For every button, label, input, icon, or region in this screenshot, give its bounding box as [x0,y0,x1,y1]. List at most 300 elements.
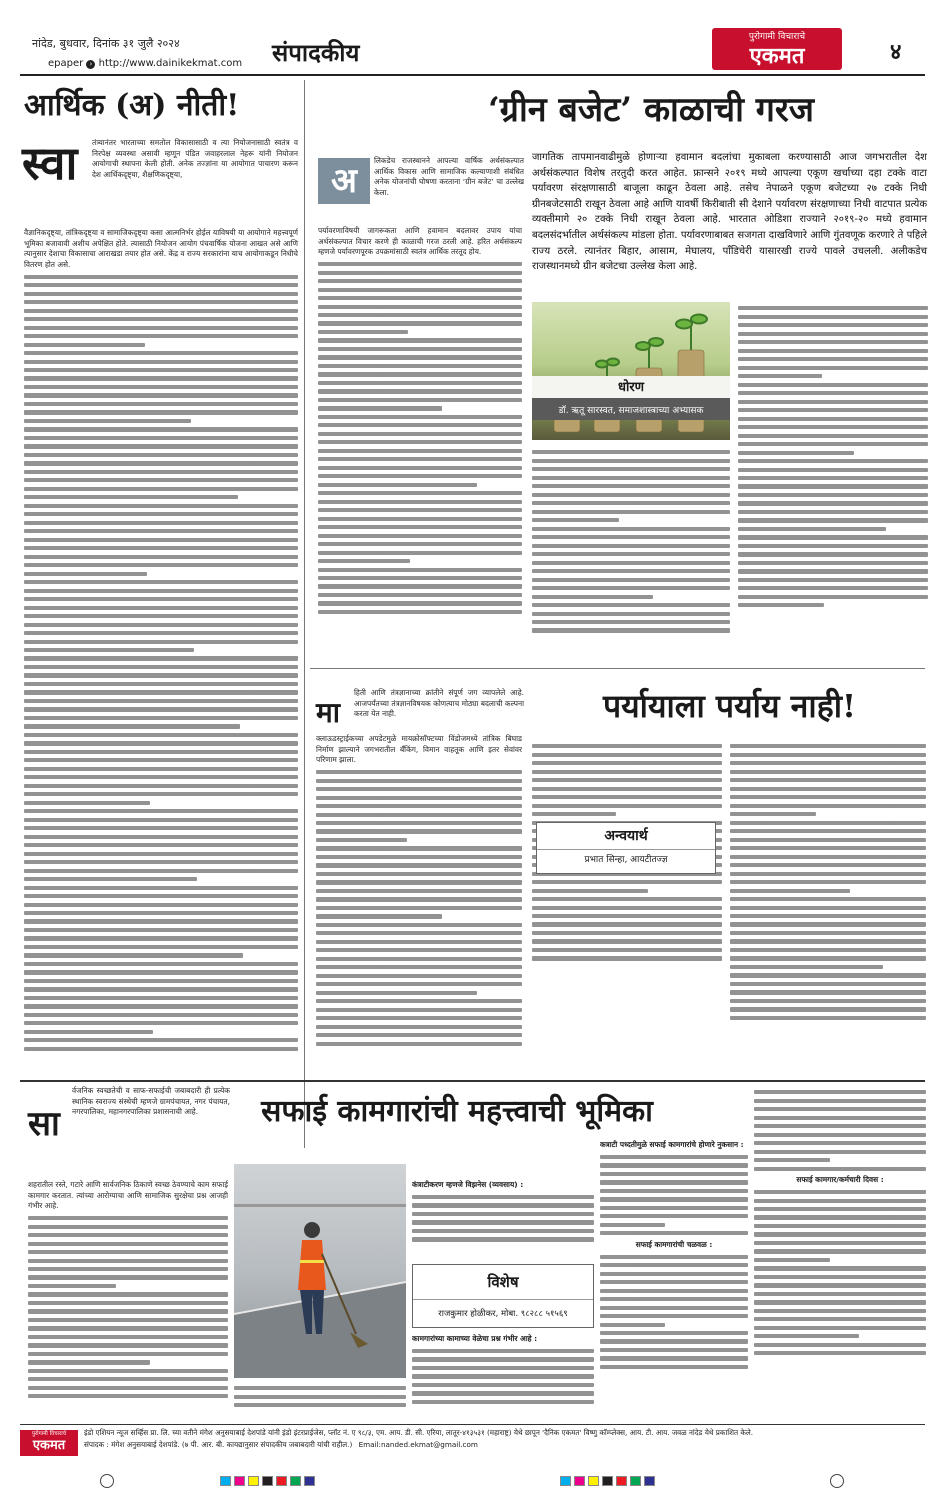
text-line [532,804,722,808]
brand-tagline: पुरोगामी विचाराचे [748,32,806,42]
text-line [730,855,926,859]
text-line [730,939,926,943]
text-line [754,1190,926,1194]
text-line [24,334,298,338]
text-line [532,897,722,901]
text-line [532,586,730,590]
text-line [318,415,522,419]
text-line [532,501,730,505]
text-line [532,628,730,632]
text-line [24,665,298,669]
epaper-line [48,58,242,69]
text-line [738,476,928,480]
red-swatch [276,1476,287,1486]
text-line [600,1189,748,1193]
text-line [28,1335,228,1339]
text-line [730,889,850,893]
text-line [24,767,298,771]
text-line [738,332,928,336]
text-line [754,1107,926,1111]
text-line [24,707,298,711]
text-line [24,326,298,330]
text-line [738,340,928,344]
text-line [738,544,928,548]
footer-imprint: इंडो एशियन न्यूज सर्व्हिस प्रा. लि. च्या वतीने मंगेश अनुसयाबाई देशपांडे यांनी इंडो इंटरप्राईजेस, प्लॉट नं. ए ९८/३, एम. आय. डी. सी. एरिया, लातूर-४१३५३१ (महाराष्ट्र) येथे छापून 'दैनिक एकमत' विष्णु कॉम्प्लेक्स, आय. टी. आय. जवळ नांदेड येथे प्रकाशित केले. [84,1428,754,1437]
text-line [24,461,298,465]
text-line [730,821,926,825]
text-line [318,288,522,292]
cleaners-lead: र्वजनिक स्वच्छतेची व साफ-सफाईची जबाबदारी ही प्रत्येक स्थानिक स्वराज्य संस्थेची म्हणजे ग्रामपंचायत, नगर पंचायत, नगरपालिका, महानगरपालिका प्रशासनाची आहे. [72,1086,230,1117]
text-line [318,610,522,614]
text-line [24,979,298,983]
text-line [318,466,522,470]
text-line [28,1394,228,1398]
text-line [316,931,522,935]
text-line [24,589,298,593]
cyan-swatch [560,1476,571,1486]
text-line [532,812,616,816]
text-line [412,1357,594,1361]
page-number: ४ [890,40,902,65]
cleaners-col1 [28,1180,228,1418]
text-line [24,555,298,559]
text-line [318,406,442,410]
text-line [316,787,522,791]
masthead [0,0,945,68]
text-line [600,1206,748,1210]
alternatives-col2 [532,740,722,1076]
text-line [24,741,298,745]
text-line [24,953,243,957]
text-line [318,271,522,275]
text-line [532,450,730,454]
text-line [318,584,522,588]
text-line [24,597,298,601]
text-line [24,529,298,533]
text-line [412,1374,594,1378]
text-line [24,826,298,830]
footer-email[interactable]: Email:nanded.ekmat@gmail.com [358,1440,478,1449]
text-line [316,897,522,901]
text-line [532,510,730,514]
yellow-swatch [248,1476,259,1486]
text-line [24,860,298,864]
text-line [318,449,522,453]
text-line [316,948,522,952]
text-line [28,1318,228,1322]
footer-editor-line [84,1440,922,1450]
text-line [28,1369,228,1373]
text-line [316,1042,522,1046]
text-line [24,419,191,423]
website-link[interactable]: http://www.dainikekmat.com [98,58,243,69]
text-line [316,779,522,783]
text-line [738,434,928,438]
text-line [532,906,722,910]
text-line [24,393,298,397]
text-line [600,1306,748,1310]
text-line [28,1326,228,1330]
cleaners-article [20,1084,930,1420]
text-line [24,300,298,304]
text-line [316,991,477,995]
text-line [24,360,298,364]
text-line [318,330,408,334]
cleaners-col4 [600,1140,748,1418]
text-line [412,1400,594,1404]
subhead-loss: कत्राटी पध्दतीमुळे सफाई कामगारांचे होणारे नुकसान : [600,1140,744,1149]
text-line [316,982,522,986]
text-line [730,973,926,977]
text-line [754,1207,926,1211]
text-line [738,586,928,590]
text-line [24,631,298,635]
text-line [730,914,926,918]
text-line [28,1360,150,1364]
text-line [318,389,522,393]
cleaners-col2 [234,1382,406,1418]
text-line [754,1116,926,1120]
byline-author: डॉ. ऋतू सारस्वत, समाजशास्त्राच्या अभ्यासक [558,406,704,416]
byline-label: विशेष [487,1273,519,1291]
magenta-swatch [234,1476,245,1486]
text-line [28,1343,228,1347]
text-line [316,880,522,884]
text-line [600,1263,748,1267]
text-line [738,501,928,505]
text-line [316,829,522,833]
text-line [738,595,928,599]
text-line [234,1386,406,1390]
text-line [24,1013,298,1017]
text-line [24,928,298,932]
text-line [412,1383,594,1387]
text-line [754,1099,926,1103]
text-line [24,886,298,890]
text-line [730,922,926,926]
text-line [738,391,928,395]
cleaners-headline: सफाई कामगारांची महत्त्वाची भूमिका [261,1094,653,1129]
text-line [754,1351,926,1355]
text-line [24,919,298,923]
text-line [24,911,298,915]
green-budget-article [310,80,930,668]
text-line [24,385,298,389]
text-line [24,1038,298,1042]
text-line [738,366,928,370]
text-line [318,474,522,478]
text-line [24,843,298,847]
text-line [24,1004,298,1008]
text-line [412,1391,594,1395]
text-line [24,750,298,754]
text-line [316,804,522,808]
cleaners-col5 [754,1086,926,1418]
text-line [600,1339,748,1343]
text-line [24,580,298,584]
text-line [754,1241,926,1245]
text-line [532,889,648,893]
text-line [600,1280,748,1284]
text-line [754,1334,859,1338]
text-line [316,957,522,961]
text-line [600,1180,748,1184]
text-line [24,801,150,805]
section-title: संपादकीय [272,38,360,67]
text-line [738,357,928,361]
text-line [318,576,522,580]
text-line [318,347,522,351]
print-marks [0,1462,945,1501]
text-line [24,351,298,355]
text-line [600,1356,748,1360]
text-line [24,453,298,457]
text-line [28,1352,228,1356]
text-line [754,1249,926,1253]
text-line [318,525,522,529]
magenta-swatch [574,1476,585,1486]
text-line [318,500,522,504]
text-line [532,956,722,960]
text-line [318,593,522,597]
alternatives-col1 [316,734,522,1076]
text-line [318,262,522,266]
text-line [24,640,298,644]
text-line [532,603,730,607]
text-line [412,1237,594,1241]
green-swatch [290,1476,301,1486]
text-line [24,283,298,287]
text-line [532,569,730,573]
text-line [24,292,298,296]
text-line [600,1197,748,1201]
blue-swatch [644,1476,655,1486]
text-line [318,321,522,325]
text-line [24,690,298,694]
text-line [316,863,522,867]
dropcap: स्वा [22,136,78,190]
alternatives-body: क्लाऊडस्ट्राईकच्या अपडेटमुळे मायक्रोसॉफ्टच्या विंडोजमध्ये तांत्रिक बिघाड निर्माण झाल्याने जगभरातील बँकिंग, विमान वाहतूक आणि इतर सेवांवर परिणाम झाला. [316,734,522,765]
text-line [24,699,298,703]
text-line [24,656,298,660]
text-line [24,852,298,856]
editor-line: संपादक : मंगेश अनुसयाबाई देशपांडे. (७ पी. आर. बी. कायद्यानुसार संपादकीय जबाबदारी यांची राहील.) [84,1440,353,1449]
text-line [24,962,298,966]
text-line [24,758,298,762]
text-line [24,877,197,881]
text-line [738,400,928,404]
text-line [24,309,298,313]
text-line [738,323,928,327]
text-line [24,1021,298,1025]
subhead-movement: सफाई कामगारांची चळवळ : [635,1239,713,1249]
text-line [754,1317,926,1321]
text-line [24,538,298,542]
text-line [24,996,298,1000]
text-line [532,484,730,488]
text-line [24,512,298,516]
editorial-body-text: वैज्ञानिकदृष्ट्या, तांत्रिकदृष्ट्या व सामाजिकदृष्ट्या कसा आत्मनिर्भर होईल याविषयी या आयोगाने महत्त्वपूर्ण भूमिका बजावावी अशीच अपेक्षित होते. त्यासाठी नियोजन आयोग पंचवार्षिक योजना आखत असे आणि त्यानुसार देशाचा विकासाचा आराखडा तयार होत असे. केंद्र व राज्य सरकारांना याच आयोगाकडून निधीचे वितरण होत असे. [24,228,298,269]
text-line [316,872,522,876]
dropcap: सा [28,1104,60,1144]
text-line [532,467,730,471]
text-line [730,931,926,935]
text-line [412,1203,594,1207]
subhead-business: कंत्राटीकरण म्हणजे विझनेस (व्यवसाय) : [412,1180,524,1189]
text-line [532,744,722,748]
text-line [730,1016,926,1020]
byline-label-box [532,376,730,398]
text-line [316,923,522,927]
text-line [318,508,522,512]
text-line [24,521,298,525]
text-line [316,770,522,774]
subhead-day: सफाई कामगार/कर्मचारी दिवस : [796,1175,884,1185]
text-line [24,673,298,677]
text-line [532,552,730,556]
text-line [754,1266,926,1270]
cleaners-body: शहरातील रस्ते, गटारे आणि सार्वजनिक ठिकाणे स्वच्छ ठेवण्याचे काम सफाई कामगार करतात. त्यांच्या आरोग्याचा आणि सामाजिक सुरक्षेचा प्रश्न आजही गंभीर आहे. [28,1180,228,1211]
text-line [24,818,298,822]
text-line [754,1326,926,1330]
text-line [318,381,522,385]
text-line [24,504,298,508]
text-line [24,478,298,482]
text-line [532,770,722,774]
text-line [532,753,722,757]
text-line [412,1229,594,1233]
alternatives-article [310,672,930,1078]
text-line [316,974,522,978]
text-line [754,1133,926,1137]
text-line [754,1090,926,1094]
text-line [532,922,722,926]
text-line [316,796,522,800]
text-line [730,812,816,816]
text-line [738,535,928,539]
text-line [730,897,926,901]
text-line [600,1348,748,1352]
text-line [318,568,522,572]
text-line [730,1007,926,1011]
text-line [730,753,926,757]
text-line [532,612,730,616]
text-line [316,999,522,1003]
text-line [24,572,147,576]
text-line [600,1331,748,1335]
text-line [738,552,928,556]
byline-author: राजकुमार होळीकर, मोबा. ९८२८८ ५१५६९ [413,1299,593,1328]
green-budget-headline: ‘ग्रीन बजेट’ काळाची गरज [487,90,815,130]
cyan-swatch [220,1476,231,1486]
cleaners-col3 [412,1140,594,1262]
text-line [28,1225,228,1229]
text-line [730,872,926,876]
text-line [28,1386,228,1390]
text-line [28,1275,228,1279]
text-line [738,408,928,412]
blue-swatch [304,1476,315,1486]
text-line [318,279,522,283]
text-line [738,468,928,472]
text-line [24,402,298,406]
text-line [600,1272,748,1276]
text-line [600,1172,748,1176]
green-budget-lead: लिकडेच राजस्थानने आपल्या वार्षिक अर्थसंकल्पात आर्थिक विकास आणि सामाजिक कल्याणाशी संबंधित अनेक योजनांची घोषणा करताना ‘ग्रीन बजेट’ चा उल्लेख केला. [374,156,524,197]
text-line [318,534,522,538]
text-line [532,578,730,582]
text-line [318,491,522,495]
cleaners-col3b [412,1334,594,1418]
text-line [738,518,928,522]
text-line [754,1283,926,1287]
text-line [738,451,854,455]
text-line [600,1365,748,1369]
text-line [754,1167,926,1171]
editorial-lead: तंत्र्यानंतर भारताच्या समतोल विकासासाठी व त्या नियोजनासाठी स्वतंत्र व निरपेक्ष व्यवस्था असावी म्हणून पंडित जवाहरलाल नेहरू यांनी नियोजन आयोगाची स्थापना केली होती. अनेक तज्ज्ञांना या आयोगात पाचारण करून देश आर्थिकदृष्ट्या, शैक्षणिकदृष्ट्या, [92,138,298,179]
footer [20,1426,925,1460]
text-line [532,459,730,463]
text-line [316,965,522,969]
text-line [318,296,522,300]
text-line [532,535,730,539]
text-line [754,1124,926,1128]
text-line [316,1025,522,1029]
alternatives-lead: हिती आणि तंत्रज्ञानाच्या क्रांतीने संपूर्ण जग व्यापलेले आहे. आजपर्यंतच्या तंत्रज्ञानविषयक कोणत्याच मोठ्या बदलाची कल्पना करता येत नाही. [354,688,524,719]
dateline: नांदेड, बुधवार, दिनांक ३१ जुलै २०२४ [32,37,180,50]
text-line [316,813,522,817]
text-line [738,527,886,531]
text-line [24,809,298,813]
alternatives-byline [536,822,716,874]
text-line [318,542,522,546]
text-line [316,1008,522,1012]
text-line [754,1258,830,1262]
text-line [318,338,522,342]
green-budget-col1 [318,226,522,666]
brand-logo: एकमत [749,43,805,69]
green-budget-standfirst: जागतिक तापमानवाढीमुळे होणाऱ्या हवामान बदलांचा मुकाबला करण्यासाठी आज जगभरातील देश अर्थसंकल्पात विशेष तरतुदी करत आहेत. फ्रान्सने २०१९ मध्ये आपल्या एकूण खर्चाच्या दहा टक्के वाटा पर्यावरण संरक्षणासाठी बाजूला काढून ठेवला आहे. तसेच नेपाळने एकूण बजेटच्या २७ टक्के निधी ग्रीनबजेटसाठी राखून ठेवला आहे आणि यावर्षी किरीबाती सी देशाने पर्यावरण संरक्षणाच्या निधी वाटपात प्रत्येक व्यक्तीमागे २० टक्के निधी राखून ठेवला आहे. भारतात ओडिशा राज्याने २०१९-२० मध्ये हवामान बदलसंदर्भातील अर्थसंकल्प मांडला होता. पर्यावरणाबाबत सजगता दाखविणारे आणि गुंतवणूक करणारे ते पहिले राज्य ठरले. त्यानंतर बिहार, आसाम, मेघालय, पॉंडिचेरी यासारखी राज्ये पावले उचलली. अलीकडेच राजस्थानमध्ये ग्रीन बजेटचा उल्लेख केला आहे. [532,152,927,273]
text-line [738,459,928,463]
footer-brand: एकमत [32,1438,66,1453]
text-line [738,306,928,310]
text-line [730,990,926,994]
text-line [738,417,928,421]
text-line [316,914,442,918]
text-line [754,1292,926,1296]
text-line [24,614,298,618]
text-line [24,775,298,779]
text-line [318,355,522,359]
text-line [28,1284,116,1288]
cleaners-byline [412,1264,594,1328]
editorial-headline: आर्थिक (अ) नीती! [24,88,240,123]
text-line [600,1214,748,1218]
byline-label: धोरण [617,380,645,395]
text-line [730,846,926,850]
text-line [318,364,522,368]
text-line [532,880,722,884]
text-line [532,476,730,480]
text-line [754,1141,926,1145]
text-line [730,770,926,774]
text-line [754,1150,926,1154]
text-line [24,495,238,499]
text-line [24,869,298,873]
text-line [28,1233,228,1237]
text-line [738,578,928,582]
text-line [600,1163,748,1167]
